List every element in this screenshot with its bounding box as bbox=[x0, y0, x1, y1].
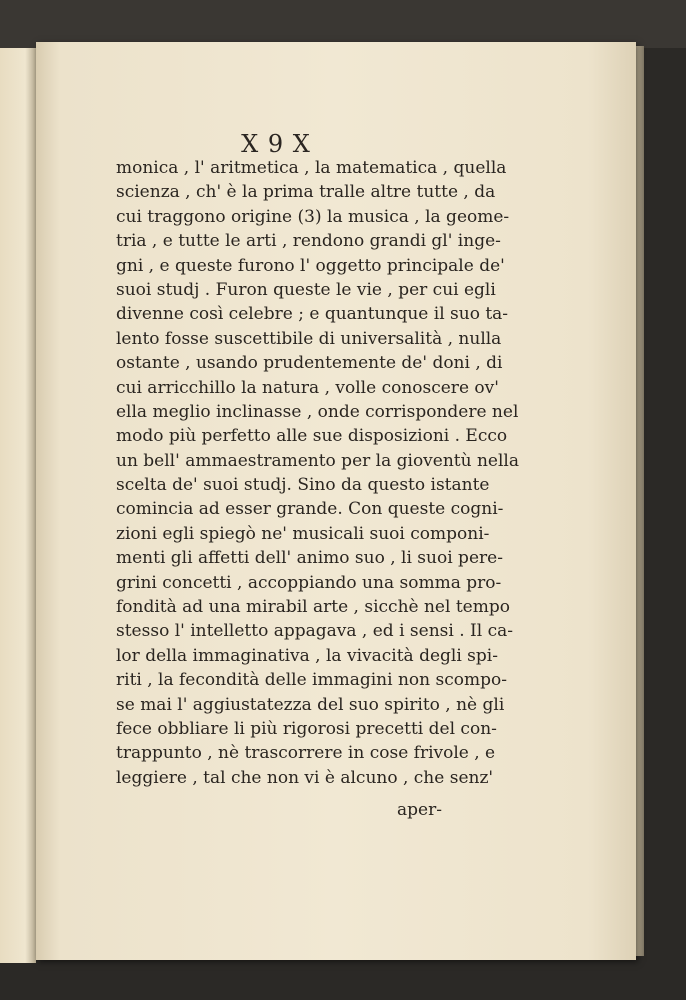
text-line: tria , e tutte le arti , rendono grandi gl' inge- bbox=[116, 231, 501, 252]
text-line: scienza , ch' è la prima tralle altre tutte , da bbox=[116, 182, 496, 203]
catchword: aper- bbox=[397, 800, 442, 820]
text-line: ella meglio inclinasse , onde corrispondere nel bbox=[116, 401, 519, 422]
text-line: lento fosse suscettibile di universalità , nulla bbox=[116, 328, 502, 349]
facing-page-edge bbox=[0, 48, 36, 963]
text-line: trappunto , nè trascorrere in cose frivole , e bbox=[116, 743, 496, 764]
text-line: comincia ad esser grande. Con queste cogni- bbox=[116, 499, 504, 520]
text-line: menti gli affetti dell' animo suo , li suoi pere- bbox=[116, 548, 503, 569]
text-line: divenne così celebre ; e quantunque il suo ta- bbox=[116, 304, 509, 325]
text-line: se mai l' aggiustatezza del suo spirito , nè gli bbox=[116, 694, 505, 715]
text-line: stesso l' intelletto appagava , ed i sensi . Il ca- bbox=[116, 621, 513, 642]
text-line: monica , l' aritmetica , la matematica , quella bbox=[116, 158, 507, 178]
text-line: ostante , usando prudentemente de' doni , di bbox=[116, 353, 503, 374]
page-number: X 9 X bbox=[241, 130, 311, 158]
text-line: modo più perfetto alle sue disposizioni . Ecco bbox=[116, 426, 508, 447]
text-line: cui traggono origine (3) la musica , la geome- bbox=[116, 206, 510, 227]
text-line: lor della immaginativa , la vivacità degli spi- bbox=[116, 645, 498, 666]
text-line: leggiere , tal che non vi è alcuno , che senz' bbox=[116, 767, 494, 788]
text-line: zioni egli spiegò ne' musicali suoi componi- bbox=[116, 523, 490, 544]
text-line: scelta de' suoi studj. Sino da questo istante bbox=[116, 475, 490, 496]
text-line: suoi studj . Furon queste le vie , per cui egli bbox=[116, 279, 496, 300]
text-line: un bell' ammaestramento per la gioventù nella bbox=[116, 450, 520, 471]
text-line: grini concetti , accoppiando una somma pro- bbox=[116, 572, 502, 593]
text-line: fondità ad una mirabil arte , sicchè nel tempo bbox=[116, 597, 510, 618]
text-line: gni , e queste furono l' oggetto principale de' bbox=[116, 255, 505, 276]
text-line: cui arricchillo la natura , volle conoscere ov' bbox=[116, 377, 499, 398]
body-text bbox=[116, 156, 520, 790]
text-line: fece obbliare li più rigorosi precetti del con- bbox=[116, 718, 497, 739]
text-line: riti , la fecondità delle immagini non scompo- bbox=[116, 670, 507, 691]
scan-background bbox=[0, 0, 686, 48]
